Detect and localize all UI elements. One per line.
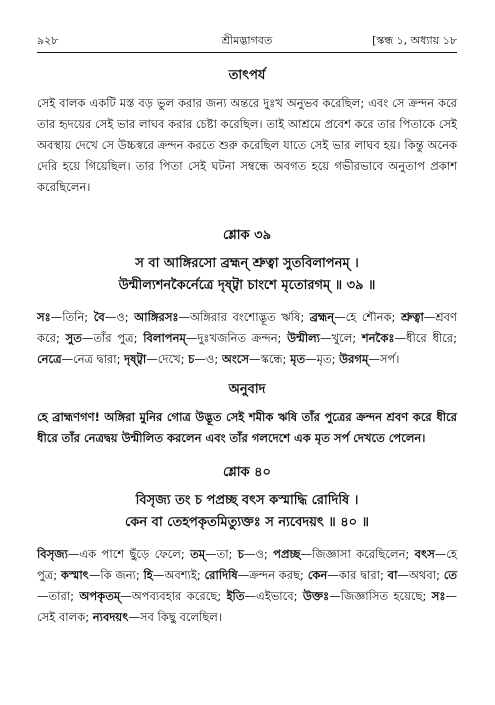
synonym-meaning: —ক্রন্দন করছ; xyxy=(237,568,308,582)
synonym-word: সঃ xyxy=(37,310,51,324)
synonym-word: শ্রুত্বা xyxy=(400,310,424,324)
synonym-word: সুত xyxy=(65,331,82,345)
verse-39-section xyxy=(37,226,457,370)
page-content xyxy=(37,66,457,628)
synonym-word: রোদিষি xyxy=(204,568,238,582)
synonym-word: কেন xyxy=(307,568,328,582)
purport-section xyxy=(37,66,457,214)
purport-text: সেই বালক একটি মস্ত বড় ভুল করার জন্য অন্তরে দুঃখ অনুভব করেছিল; এবং সে ক্রন্দন করে তার হৃদয়ের সেই ভার লাঘব করার চেষ্টা করেছিল। তাই আশ্রমে প্রবেশ করে তার পিতাকে সেই অবস্থায় দেখে সে উচ্চস্বরে ক্রন্দন করতে শুরু করেছিল যাতে সেই ভার লাঘব হয়। কিন্তু অনেক দেরি হয়ে গিয়েছিল। তার পিতা সেই ঘটনা সম্বন্ধে অবগত হয়ে গভীরভাবে অনুতাপ প্রকাশ করেছিলেন। xyxy=(37,96,457,194)
synonym-meaning: —হে শৌনক; xyxy=(334,310,401,324)
synonym-word: তম্ xyxy=(190,547,206,561)
synonym-word: বৎস xyxy=(414,547,435,561)
synonym-meaning: —দুঃখজনিত ক্রন্দন; xyxy=(185,331,288,345)
synonym-word: পপ্রচ্ছ xyxy=(273,547,301,561)
synonym-word: অপকৃতম্ xyxy=(79,589,121,603)
synonym-word: বিলাপনম্ xyxy=(143,331,186,345)
verse-40-synonyms xyxy=(37,544,457,628)
synonym-word: বা xyxy=(387,568,398,582)
chapter-reference: [স্কন্ধ ১, অধ্যায় ১৮ xyxy=(372,34,457,47)
synonym-meaning: —কি জন্য; xyxy=(88,568,144,582)
synonym-word: ন্যবদয়ৎ xyxy=(92,610,129,624)
synonym-meaning: —তাঁর পুত্র; xyxy=(81,331,144,345)
synonym-word: আঙ্গিরসঃ xyxy=(134,310,179,324)
synonym-word: উক্তঃ xyxy=(302,589,330,603)
synonym-meaning: —সেই বালক; xyxy=(37,589,458,624)
synonym-meaning: —কার দ্বারা; xyxy=(327,568,388,582)
synonym-meaning: —এইভাবে; xyxy=(244,589,303,603)
verse-39-synonyms xyxy=(37,307,457,370)
synonym-meaning: —অথবা; xyxy=(397,568,444,582)
verse-40-section xyxy=(37,463,457,628)
synonym-meaning: —ও; xyxy=(104,310,135,324)
synonym-meaning: —এক পাশে ছুঁড়ে ফেলে; xyxy=(67,547,191,561)
verse-39-translation: হে ব্রাহ্মণগণ! অঙ্গিরা মুনির গোত্র উদ্ভূত সেই শমীক ঋষি তাঁর পুত্রের ক্রন্দন শ্রবণ করে ধীরে ধীরে তাঁর নেত্রদ্বয় উন্মীলিত করলেন এবং তাঁর গলদেশে এক মৃত সর্প দেখতে পেলেন। xyxy=(37,410,457,445)
synonym-meaning: —অপব্যবহার করেছে; xyxy=(120,589,227,603)
verse-39-translation-section xyxy=(37,380,457,449)
synonym-meaning: —অঙ্গিরার বংশোদ্ভূত ঋষি; xyxy=(178,310,310,324)
verse-39-line-1: স বা আঙ্গিরসো ব্রহ্মন্ শ্রুত্বা সুতবিলাপনম্ । xyxy=(135,256,359,271)
purport-heading: তাৎপর্য xyxy=(228,68,266,83)
synonym-meaning: —ও; xyxy=(194,352,222,366)
verse-40-label: শ্লোক ৪০ xyxy=(222,465,272,480)
synonym-word: অংসে xyxy=(221,352,250,366)
synonym-word: উন্মীল্য xyxy=(287,331,321,345)
synonym-word: নেত্রে xyxy=(37,352,62,366)
page-number: ৯২৮ xyxy=(37,34,59,47)
synonym-meaning: —সর্প। xyxy=(368,352,400,366)
synonym-word: শনকৈঃ xyxy=(361,331,395,345)
synonym-word: সঃ xyxy=(431,589,446,603)
synonym-word: কস্মাৎ xyxy=(60,568,89,582)
synonym-meaning: —তা; xyxy=(205,547,238,561)
synonym-meaning: —দেখে; xyxy=(146,352,189,366)
synonym-word: উরগম্ xyxy=(339,352,369,366)
synonym-word: দৃষ্ট্বা xyxy=(124,352,147,366)
verse-40-line-1: বিসৃজ্য তং চ পপ্রচ্ছ বৎস কস্মাদ্ধি রোদিষি । xyxy=(135,493,359,508)
synonym-word: চ xyxy=(237,547,244,561)
synonym-meaning: —হে পুত্র; xyxy=(37,547,458,582)
synonym-word: হি xyxy=(143,568,153,582)
synonym-meaning: —মৃত; xyxy=(305,352,340,366)
synonym-meaning: —সব কিছু বলেছিল। xyxy=(128,610,222,624)
header-rule xyxy=(37,52,457,53)
synonym-meaning: —তারা; xyxy=(37,589,80,603)
synonym-meaning: —তিনি; xyxy=(50,310,94,324)
synonym-word: ইতি xyxy=(226,589,245,603)
synonym-meaning: —শ্রবণ করে; xyxy=(37,310,457,345)
synonym-meaning: —ও; xyxy=(243,547,274,561)
synonym-word: ব্রহ্মন্ xyxy=(309,310,335,324)
synonym-word: বৈ xyxy=(93,310,105,324)
synonym-word: বিসৃজ্য xyxy=(37,547,68,561)
synonym-meaning: —ধীরে ধীরে; xyxy=(394,331,457,345)
synonym-meaning: —অবশ্যই; xyxy=(152,568,205,582)
verse-40-line-2: কেন বা তেহপকৃতমিত্যুক্তঃ স ন্যবেদয়ৎ ॥ ৪০ ॥ xyxy=(125,515,369,530)
translation-heading: অনুবাদ xyxy=(228,382,266,397)
synonym-word: চ xyxy=(188,352,195,366)
verse-39-line-2: উন্মীল্যশনকৈর্নেত্রে দৃষ্ট্বা চাংশে মৃতোরগম্ ॥ ৩৯ ॥ xyxy=(118,278,376,293)
synonym-meaning: —নেত্র দ্বারা; xyxy=(61,352,125,366)
synonym-word: তে xyxy=(443,568,457,582)
synonym-meaning: —খুলে; xyxy=(320,331,362,345)
book-title: শ্রীমদ্ভাগবত xyxy=(221,34,273,47)
synonym-word: মৃত xyxy=(290,352,306,366)
page-header xyxy=(37,32,457,48)
synonym-meaning: —স্কন্ধে; xyxy=(249,352,291,366)
verse-39-label: শ্লোক ৩৯ xyxy=(222,228,272,243)
synonym-meaning: —জিজ্ঞাসিত হয়েছে; xyxy=(329,589,432,603)
synonym-meaning: —জিজ্ঞাসা করেছিলেন; xyxy=(300,547,415,561)
